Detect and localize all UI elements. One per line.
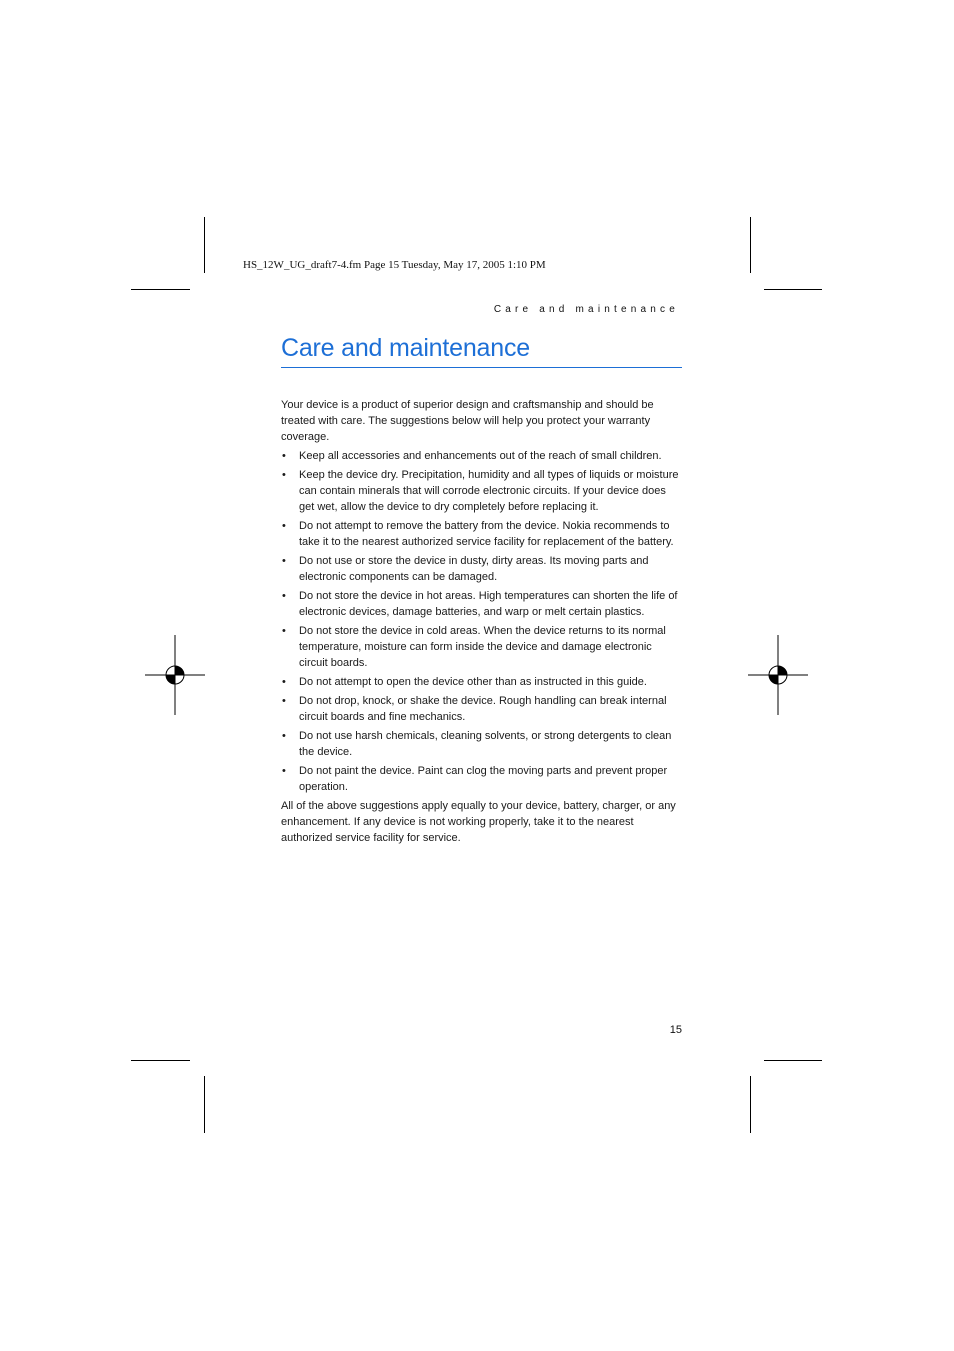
running-header: Care and maintenance (493, 304, 679, 315)
bullet-icon: • (282, 469, 286, 481)
list-item (281, 553, 683, 585)
list-item (281, 588, 683, 620)
bullet-icon: • (282, 695, 286, 707)
bullet-icon: • (282, 730, 286, 742)
list-item-text: Do not store the device in hot areas. High temperatures can shorten the life of electronic devices, damage batteries, and warp or melt certain plastics. (299, 590, 678, 618)
bullet-icon: • (282, 555, 286, 567)
crop-mark-top-right-vertical (750, 217, 751, 273)
registration-mark-right-icon (748, 635, 808, 715)
list-item-text: Do not use or store the device in dusty, dirty areas. Its moving parts and electronic components can be damaged. (299, 555, 649, 583)
registration-mark-left-icon (145, 635, 205, 715)
list-item (281, 518, 683, 550)
bullet-icon: • (282, 450, 286, 462)
list-item-text: Do not drop, knock, or shake the device. Rough handling can break internal circuit boards and fine mechanics. (299, 695, 667, 723)
crop-mark-top-left-horizontal (131, 289, 190, 290)
list-item (281, 674, 683, 690)
list-item (281, 467, 683, 515)
bullet-icon: • (282, 590, 286, 602)
closing-paragraph: All of the above suggestions apply equally to your device, battery, charger, or any enhancement. If any device is not working properly, take it to the nearest authorized service facility for service. (281, 800, 676, 844)
crop-mark-top-right-horizontal (764, 289, 822, 290)
crop-mark-top-left-vertical (204, 217, 205, 273)
list-item-text: Do not use harsh chemicals, cleaning solvents, or strong detergents to clean the device. (299, 730, 672, 758)
crop-mark-bottom-left-horizontal (131, 1060, 190, 1061)
bullet-icon: • (282, 765, 286, 777)
list-item (281, 763, 683, 795)
page-title: Care and maintenance (281, 334, 682, 368)
list-item-text: Do not attempt to remove the battery from the device. Nokia recommends to take it to the nearest authorized service facility for replacement of the battery. (299, 520, 674, 548)
list-item-text: Keep the device dry. Precipitation, humidity and all types of liquids or moisture can contain minerals that will corrode electronic circuits. If your device does get wet, allow the device to dry completely before replacing it. (299, 469, 679, 513)
page-number: 15 (669, 1024, 682, 1036)
list-item-text: Keep all accessories and enhancements out of the reach of small children. (299, 450, 662, 462)
list-item (281, 693, 683, 725)
list-item-text: Do not attempt to open the device other than as instructed in this guide. (299, 676, 647, 688)
crop-mark-bottom-left-vertical (204, 1076, 205, 1133)
list-item-text: Do not store the device in cold areas. When the device returns to its normal temperature, moisture can form inside the device and damage electronic circuit boards. (299, 625, 666, 669)
bullet-icon: • (282, 520, 286, 532)
body-content (281, 397, 683, 849)
list-item (281, 448, 683, 464)
list-item (281, 728, 683, 760)
crop-mark-bottom-right-vertical (750, 1076, 751, 1133)
bullet-icon: • (282, 625, 286, 637)
list-item-text: Do not paint the device. Paint can clog the moving parts and prevent proper operation. (299, 765, 668, 793)
print-info-slug: HS_12W_UG_draft7-4.fm Page 15 Tuesday, May 17, 2005 1:10 PM (243, 259, 546, 271)
intro-paragraph: Your device is a product of superior design and craftsmanship and should be treated with care. The suggestions below will help you protect your warranty coverage. (281, 399, 654, 443)
crop-mark-bottom-right-horizontal (764, 1060, 822, 1061)
care-list (281, 448, 683, 795)
bullet-icon: • (282, 676, 286, 688)
list-item (281, 623, 683, 671)
